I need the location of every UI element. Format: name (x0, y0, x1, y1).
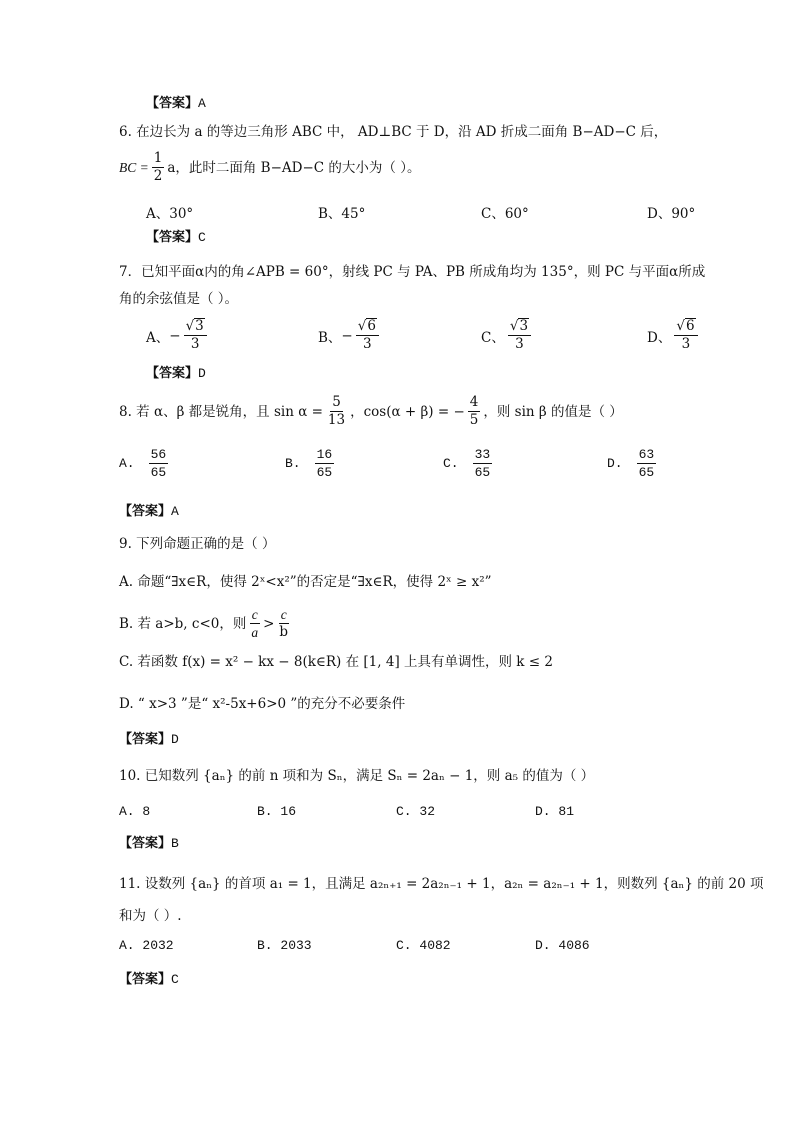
sqrt-symbol: √ 3 (509, 318, 529, 334)
q8-option-b: B. $\frac{16}{65}$ (285, 447, 333, 480)
answer-q5: 【答案】A (146, 96, 206, 111)
q7-option-c: C、 √ 3 3 (481, 318, 534, 353)
q9-option-b: B. 若 a>b, c<0，则 $\frac{c}{a}$ > $\frac{c}{b}$ (119, 607, 289, 640)
question-10-stem: 10. 已知数列 {aₙ} 的前 n 项和为 Sₙ，满足 Sₙ = 2aₙ − 1，则 a₅ 的值为（ ） (119, 768, 595, 784)
question-7-stem: 7．已知平面α内的角∠APB = 60°，射线 PC 与 PA、PB 所成角均为 135°，则 PC 与平面α所成 (119, 264, 706, 280)
q9-option-a: A. 命题“∃x∈R，使得 2ˣ<x²”的否定是“∃x∈R，使得 2ˣ ≥ x²” (119, 574, 492, 590)
fraction-one-half: $\frac{1}{2}$ (153, 150, 163, 184)
answer-q11: 【答案】C (119, 972, 179, 987)
answer-q7: 【答案】D (146, 366, 206, 381)
q7-option-a: A、 − √ 3 3 (146, 318, 210, 353)
sqrt-symbol: √ 6 (357, 318, 376, 334)
q6-option-a: A、30° (146, 206, 194, 222)
question-6-stem-line2: BC = $\frac{1}{2}$ a，此时二面角 B−AD−C 的大小为（ ）。 (119, 150, 421, 184)
q10-option-c: C. 32 (396, 804, 436, 819)
q6-option-d: D、90° (647, 206, 696, 222)
q8-option-a: A. $\frac{56}{65}$ (119, 447, 167, 480)
answer-q8: 【答案】A (119, 504, 179, 519)
question-6-stem: 6. 在边长为 a 的等边三角形 ABC 中， AD⊥BC 于 D，沿 AD 折成二面角 B−AD−C 后， (119, 124, 668, 140)
q8-option-c: C. $\frac{33}{65}$ (443, 447, 491, 480)
q7-option-d: D、 √ 6 3 (647, 318, 701, 353)
q7-option-b: B、 − √ 6 3 (318, 318, 382, 353)
q9-option-c: C. 若函数 f(x) = x² − kx − 8(k∈R) 在 [1, 4] 上具有单调性，则 k ≤ 2 (119, 654, 553, 670)
q6-option-b: B、45° (318, 206, 366, 222)
question-9-stem: 9. 下列命题正确的是（ ） (119, 536, 276, 552)
answer-q9: 【答案】D (119, 732, 179, 747)
sqrt-symbol: √ 3 (185, 318, 204, 334)
q10-option-d: D. 81 (535, 804, 575, 819)
q11-option-b: B. 2033 (257, 938, 312, 953)
answer-q10: 【答案】B (119, 836, 179, 851)
q8-option-d: D. $\frac{63}{65}$ (607, 447, 655, 480)
answer-q6: 【答案】C (146, 230, 206, 245)
question-11-stem: 11. 设数列 {aₙ} 的首项 a₁ = 1，且满足 a₂ₙ₊₁ = 2a₂ₙ₋₁ + 1，a₂ₙ = a₂ₙ₋₁ + 1，则数列 {aₙ} 的前 20 项 (119, 876, 764, 892)
q11-option-c: C. 4082 (396, 938, 451, 953)
q10-option-a: A. 8 (119, 804, 151, 819)
q11-option-a: A. 2032 (119, 938, 174, 953)
question-7-stem-line2: 角的余弦值是（ ）。 (119, 291, 239, 307)
q6-option-c: C、60° (481, 206, 529, 222)
q9-option-d: D. “ x>3 ”是“ x²-5x+6>0 ”的充分不必要条件 (119, 696, 406, 712)
sqrt-symbol: √ 6 (676, 318, 695, 334)
question-8-stem: 8. 若 α、β 都是锐角，且 sin α = $\frac{5}{13}$ ，cos(α + β) = − $\frac{4}{5}$ ，则 sin β 的值是（ ） (119, 394, 623, 428)
q10-option-b: B. 16 (257, 804, 297, 819)
question-11-stem-line2: 和为（ ）. (119, 908, 182, 924)
q11-option-d: D. 4086 (535, 938, 590, 953)
